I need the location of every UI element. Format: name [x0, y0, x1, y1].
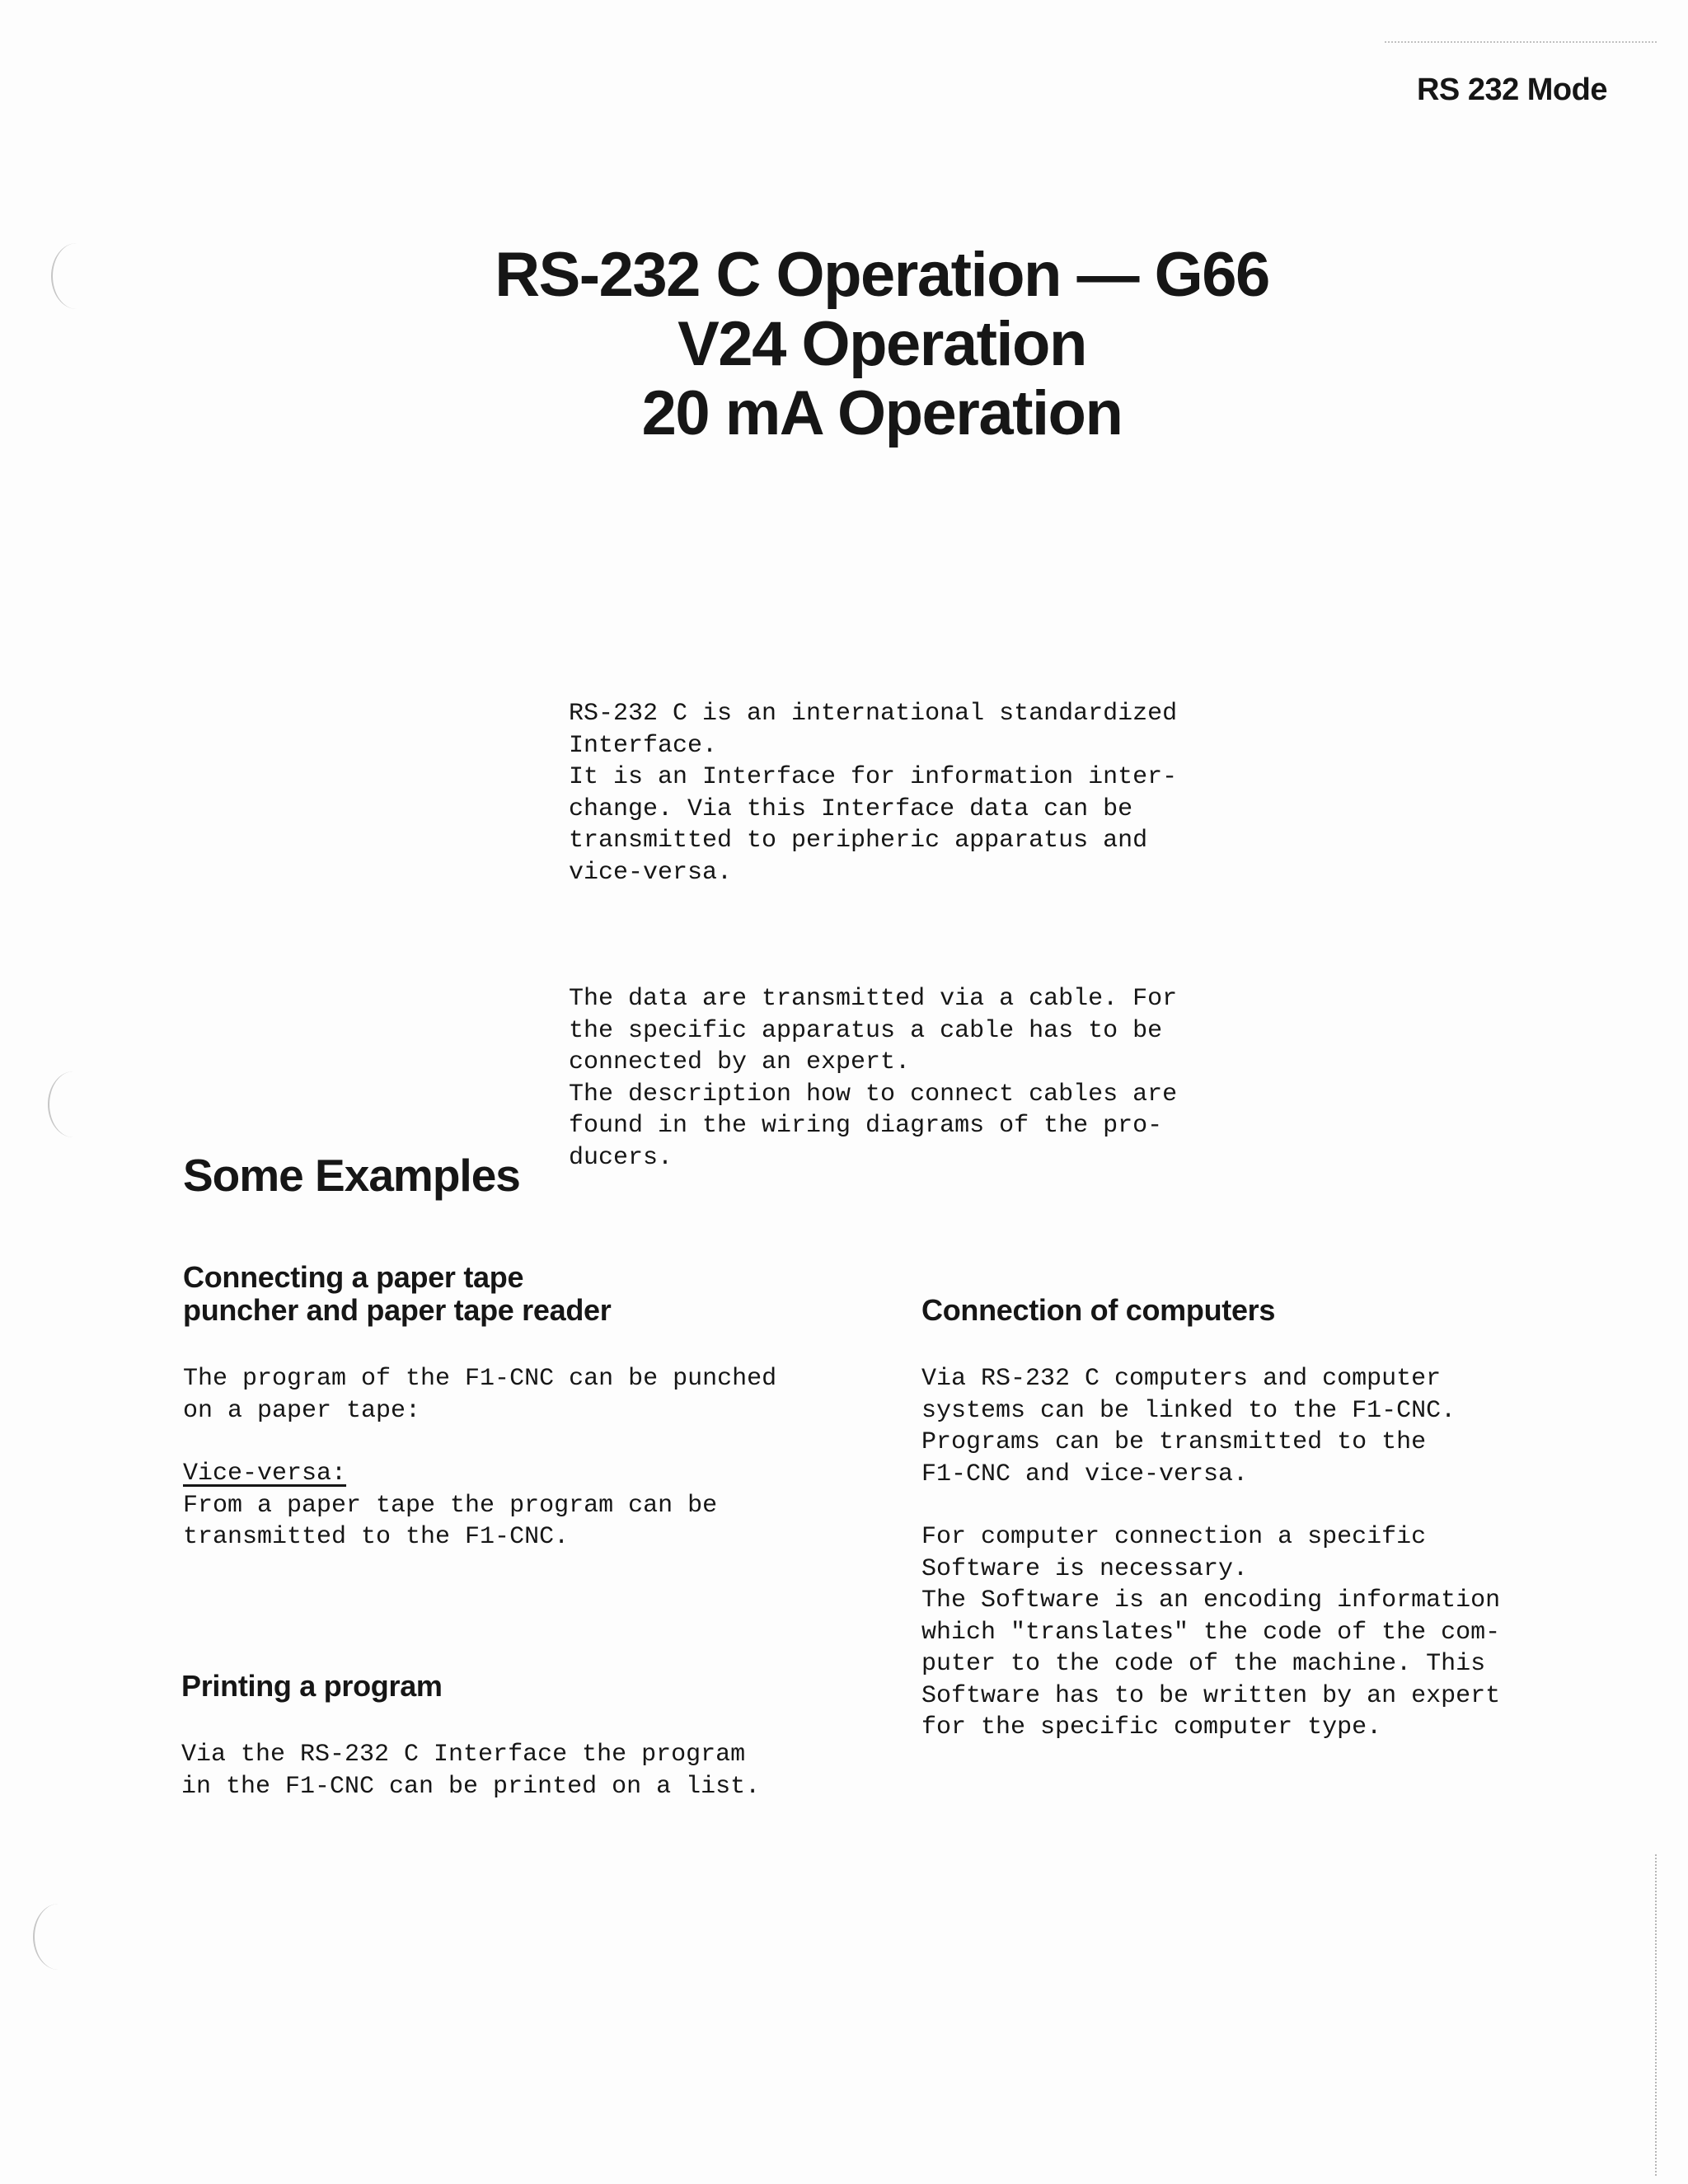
- page-header-label: RS 232 Mode: [1416, 73, 1607, 107]
- title-line-v24: V24 Operation: [678, 309, 1086, 379]
- scan-dotted-edge-right: [1655, 1854, 1657, 2176]
- punch-hole-mark-top: [51, 243, 102, 309]
- intro-text: [569, 635, 1278, 1268]
- punch-hole-mark-middle: [48, 1071, 99, 1137]
- intro-paragraph-2: The data are transmitted via a cable. For the specific apparatus a cable has to be connected by an expert. The description how to connect cables are found in the wiring diagrams of the pro- ducers.: [569, 985, 1178, 1172]
- section-title-some-examples: Some Examples: [183, 1150, 520, 1201]
- paper-tape-text: The program of the F1-CNC can be punched on a paper tape:: [183, 1365, 777, 1425]
- computers-text-1: Via RS-232 C computers and computer systems can be linked to the F1-CNC. Programs can be transmitted to the F1-CNC and vice-versa.: [921, 1365, 1456, 1488]
- vice-versa-label: Vice-versa:: [183, 1460, 347, 1488]
- example-computers: [921, 1294, 1647, 1744]
- printing-heading: Printing a program: [181, 1669, 443, 1703]
- example-printing: [181, 1670, 890, 1802]
- scan-dotted-edge-top: [1385, 41, 1657, 43]
- title-line-rs232: RS-232 C Operation — G66: [495, 240, 1269, 310]
- punch-hole-mark-bottom: [33, 1904, 84, 1970]
- computers-heading: Connection of computers: [921, 1293, 1276, 1327]
- intro-paragraph-1: RS-232 C is an international standardized Interface. It is an Interface for information inter- change. Via this Interface data can be transmitted to peripheric apparatus and vice-versa.: [569, 700, 1178, 887]
- computers-text-2: For computer connection a specific Software is necessary. The Software is an encoding information which "translates" the code of the com- puter to the code of the machine. This Software has to be written by an expert for the specific computer type.: [921, 1523, 1501, 1741]
- paper-tape-heading: Connecting a paper tape puncher and paper tape reader: [183, 1260, 612, 1327]
- title-line-20ma: 20 mA Operation: [641, 378, 1123, 448]
- printing-text: Via the RS-232 C Interface the program in the F1-CNC can be printed on a list.: [181, 1741, 761, 1801]
- example-paper-tape: [183, 1261, 892, 1554]
- page-title: [445, 241, 1319, 448]
- vice-versa-text: From a paper tape the program can be transmitted to the F1-CNC.: [183, 1491, 718, 1551]
